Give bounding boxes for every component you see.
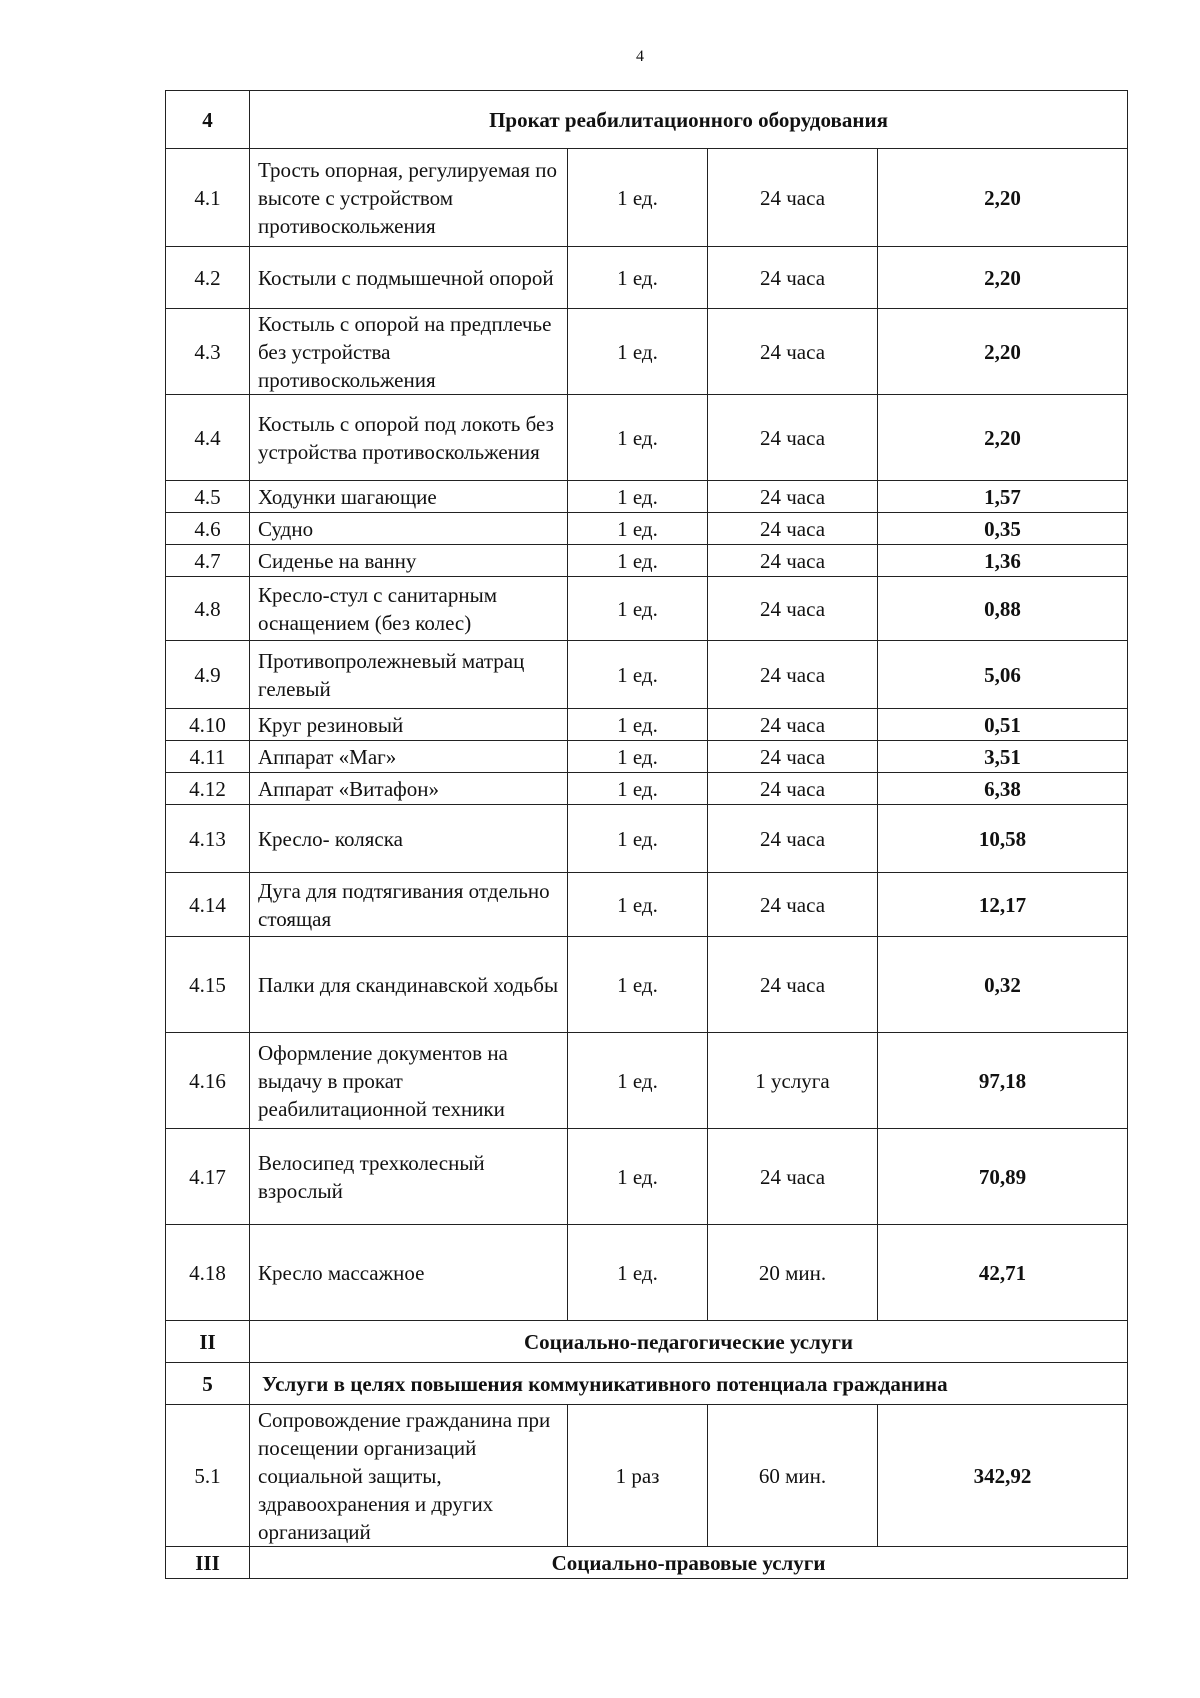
table-row: [166, 1033, 1128, 1129]
table-row: [166, 873, 1128, 937]
section-row: [166, 91, 1128, 149]
item-number: 4.14: [166, 873, 250, 937]
item-number: 4.10: [166, 709, 250, 741]
section-row: [166, 1363, 1128, 1405]
item-duration: 24 часа: [708, 805, 878, 873]
item-price: 342,92: [878, 1405, 1128, 1547]
section-row: [166, 1547, 1128, 1579]
item-name: Ходунки шагающие: [250, 481, 568, 513]
item-duration: 60 мин.: [708, 1405, 878, 1547]
item-name: Кресло-стул с санитарным оснащением (без колес): [250, 577, 568, 641]
item-duration: 24 часа: [708, 309, 878, 395]
item-name: Судно: [250, 513, 568, 545]
item-unit: 1 ед.: [568, 1225, 708, 1321]
table-row: [166, 395, 1128, 481]
item-unit: 1 ед.: [568, 641, 708, 709]
item-duration: 24 часа: [708, 545, 878, 577]
table-row: [166, 1129, 1128, 1225]
item-number: 4.16: [166, 1033, 250, 1129]
services-price-table: [165, 90, 1128, 1579]
item-duration: 24 часа: [708, 709, 878, 741]
table-row: [166, 937, 1128, 1033]
item-name: Кресло- коляска: [250, 805, 568, 873]
item-name: Велосипед трехколесный взрослый: [250, 1129, 568, 1225]
section-title: Социально-правовые услуги: [250, 1547, 1128, 1579]
item-duration: 24 часа: [708, 247, 878, 309]
item-unit: 1 ед.: [568, 149, 708, 247]
item-unit: 1 ед.: [568, 481, 708, 513]
table-row: [166, 773, 1128, 805]
item-unit: 1 ед.: [568, 709, 708, 741]
table-row: [166, 1225, 1128, 1321]
item-number: 4.2: [166, 247, 250, 309]
item-number: 4.4: [166, 395, 250, 481]
item-unit: 1 ед.: [568, 395, 708, 481]
item-price: 5,06: [878, 641, 1128, 709]
item-unit: 1 ед.: [568, 513, 708, 545]
item-duration: 1 услуга: [708, 1033, 878, 1129]
item-number: 4.8: [166, 577, 250, 641]
item-duration: 24 часа: [708, 1129, 878, 1225]
item-name: Аппарат «Витафон»: [250, 773, 568, 805]
item-name: Сопровождение гражданина при посещении организаций социальной защиты, здравоохранения и других организаций: [250, 1405, 568, 1547]
item-duration: 24 часа: [708, 873, 878, 937]
section-title: Услуги в целях повышения коммуникативного потенциала гражданина: [250, 1363, 1128, 1405]
item-number: 5.1: [166, 1405, 250, 1547]
item-name: Круг резиновый: [250, 709, 568, 741]
item-number: 4.9: [166, 641, 250, 709]
item-price: 2,20: [878, 247, 1128, 309]
item-unit: 1 ед.: [568, 309, 708, 395]
item-unit: 1 ед.: [568, 741, 708, 773]
item-unit: 1 ед.: [568, 937, 708, 1033]
item-name: Трость опорная, регулируемая по высоте с устройством противоскольжения: [250, 149, 568, 247]
table-row: [166, 309, 1128, 395]
table-row: [166, 805, 1128, 873]
item-unit: 1 раз: [568, 1405, 708, 1547]
table-body: [166, 91, 1128, 1579]
item-duration: 24 часа: [708, 641, 878, 709]
item-duration: 20 мин.: [708, 1225, 878, 1321]
item-number: 4.18: [166, 1225, 250, 1321]
section-number: 5: [166, 1363, 250, 1405]
item-duration: 24 часа: [708, 773, 878, 805]
page-number: 4: [636, 48, 644, 65]
section-number: II: [166, 1321, 250, 1363]
table-row: [166, 1405, 1128, 1547]
item-duration: 24 часа: [708, 395, 878, 481]
item-price: 97,18: [878, 1033, 1128, 1129]
item-number: 4.7: [166, 545, 250, 577]
item-unit: 1 ед.: [568, 805, 708, 873]
item-unit: 1 ед.: [568, 1033, 708, 1129]
item-name: Противопролежневый матрац гелевый: [250, 641, 568, 709]
item-name: Кресло массажное: [250, 1225, 568, 1321]
item-price: 10,58: [878, 805, 1128, 873]
item-unit: 1 ед.: [568, 1129, 708, 1225]
item-price: 42,71: [878, 1225, 1128, 1321]
table-row: [166, 545, 1128, 577]
item-number: 4.12: [166, 773, 250, 805]
item-name: Оформление документов на выдачу в прокат реабилитационной техники: [250, 1033, 568, 1129]
section-number: III: [166, 1547, 250, 1579]
item-duration: 24 часа: [708, 481, 878, 513]
item-number: 4.3: [166, 309, 250, 395]
table-row: [166, 641, 1128, 709]
item-price: 2,20: [878, 395, 1128, 481]
item-name: Аппарат «Маг»: [250, 741, 568, 773]
item-unit: 1 ед.: [568, 873, 708, 937]
item-unit: 1 ед.: [568, 577, 708, 641]
item-price: 0,32: [878, 937, 1128, 1033]
item-name: Дуга для подтягивания отдельно стоящая: [250, 873, 568, 937]
item-number: 4.15: [166, 937, 250, 1033]
item-price: 0,35: [878, 513, 1128, 545]
item-number: 4.6: [166, 513, 250, 545]
table-row: [166, 741, 1128, 773]
item-price: 0,51: [878, 709, 1128, 741]
item-price: 1,36: [878, 545, 1128, 577]
item-price: 2,20: [878, 309, 1128, 395]
item-duration: 24 часа: [708, 741, 878, 773]
table-row: [166, 247, 1128, 309]
item-name: Палки для скандинавской ходьбы: [250, 937, 568, 1033]
item-duration: 24 часа: [708, 149, 878, 247]
table-row: [166, 577, 1128, 641]
item-unit: 1 ед.: [568, 773, 708, 805]
item-duration: 24 часа: [708, 513, 878, 545]
item-price: 0,88: [878, 577, 1128, 641]
item-number: 4.5: [166, 481, 250, 513]
item-price: 1,57: [878, 481, 1128, 513]
item-unit: 1 ед.: [568, 545, 708, 577]
item-name: Костыль с опорой под локоть без устройства противоскольжения: [250, 395, 568, 481]
item-duration: 24 часа: [708, 937, 878, 1033]
item-price: 12,17: [878, 873, 1128, 937]
item-number: 4.11: [166, 741, 250, 773]
item-price: 2,20: [878, 149, 1128, 247]
section-row: [166, 1321, 1128, 1363]
item-unit: 1 ед.: [568, 247, 708, 309]
item-name: Сиденье на ванну: [250, 545, 568, 577]
section-title: Социально-педагогические услуги: [250, 1321, 1128, 1363]
table-row: [166, 149, 1128, 247]
item-number: 4.17: [166, 1129, 250, 1225]
item-name: Костыли с подмышечной опорой: [250, 247, 568, 309]
item-duration: 24 часа: [708, 577, 878, 641]
item-name: Костыль с опорой на предплечье без устройства противоскольжения: [250, 309, 568, 395]
item-price: 6,38: [878, 773, 1128, 805]
table-row: [166, 513, 1128, 545]
item-number: 4.13: [166, 805, 250, 873]
section-number: 4: [166, 91, 250, 149]
item-price: 3,51: [878, 741, 1128, 773]
section-title: Прокат реабилитационного оборудования: [250, 91, 1128, 149]
item-price: 70,89: [878, 1129, 1128, 1225]
table-row: [166, 481, 1128, 513]
item-number: 4.1: [166, 149, 250, 247]
table-row: [166, 709, 1128, 741]
